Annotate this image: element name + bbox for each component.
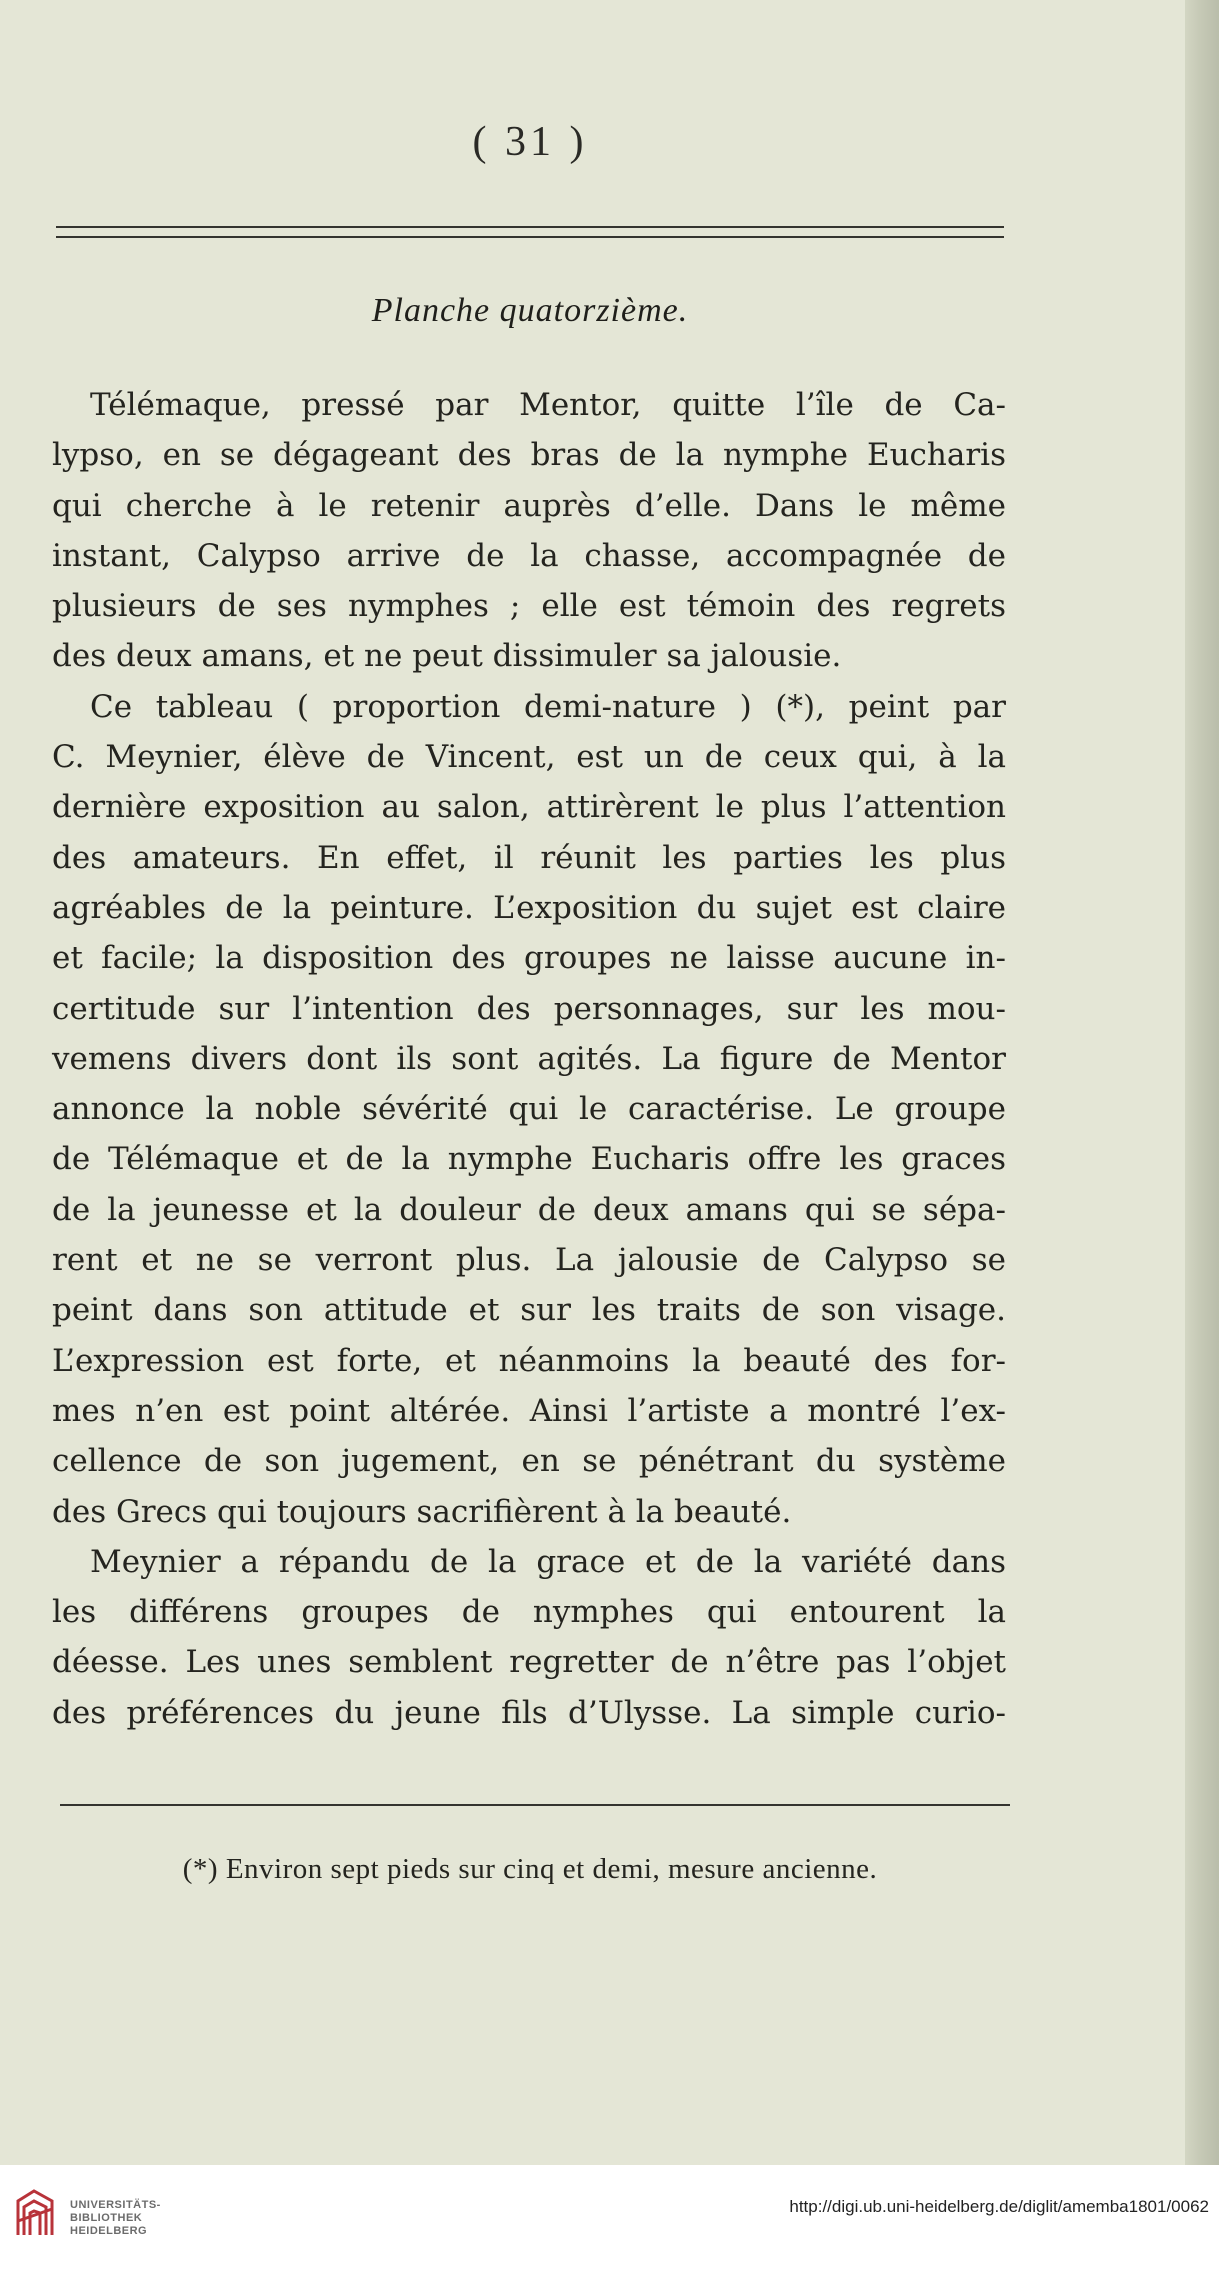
text-line: certitude sur l’intention des personnages, sur les mou- [52,990,1006,1027]
text-line: de la jeunesse et la douleur de deux amans qui se sépa- [52,1191,1006,1228]
text-line: annonce la noble sévérité qui le caractérise. Le groupe [52,1091,1006,1128]
paragraph-3 [52,1537,1006,1738]
text-line: dernière exposition au salon, attirèrent le plus l’attention [52,789,1006,826]
paragraph-1 [52,380,1006,682]
footnote: (*) Environ sept pieds sur cinq et demi, mesure ancienne. [182,1853,878,1885]
text-line: déesse. Les unes semblent regretter de n’être pas l’objet [52,1644,1006,1681]
text-line: L’expression est forte, et néanmoins la beauté des for- [52,1342,1006,1379]
institution-line: UNIVERSITÄTS- [70,2199,161,2211]
text-line: cellence de son jugement, en se pénétrant du système [52,1443,1006,1480]
text-line: qui cherche à le retenir auprès d’elle. Dans le même [52,487,1006,524]
text-line: les différens groupes de nymphes qui entourent la [52,1594,1006,1631]
text-line: Télémaque, pressé par Mentor, quitte l’île de Ca- [90,387,1006,423]
text-line: C. Meynier, élève de Vincent, est un de ceux qui, à la [52,739,1006,776]
text-line: et facile; la disposition des groupes ne laisse aucune in- [52,940,1006,977]
text-line: mes n’en est point altérée. Ainsi l’artiste a montré l’ex- [52,1392,1006,1429]
footnote-rule [60,1804,1010,1806]
institution-line: BIBLIOTHEK [70,2212,143,2224]
heidelberg-ub-logo-icon [14,2187,56,2239]
viewer-footer [0,2165,1219,2270]
text-line: rent et ne se verront plus. La jalousie de Calypso se [52,1242,1006,1279]
text-line: peint dans son attitude et sur les traits de son visage. [52,1292,1006,1329]
text-line: des amateurs. En effet, il réunit les parties les plus [52,839,1006,876]
institution-line: HEIDELBERG [70,2225,148,2237]
paragraph-2 [52,682,1006,1537]
text-line: de Télémaque et de la nymphe Eucharis offre les graces [52,1141,1006,1178]
text-line: Ce tableau ( proportion demi-nature ) (*), peint par [90,688,1006,725]
text-line: lypso, en se dégageant des bras de la nymphe Eucharis [52,437,1006,474]
page-edge [1185,0,1219,2165]
text-line: plusieurs de ses nymphes ; elle est témoin des regrets [52,588,1006,625]
text-line: instant, Calypso arrive de la chasse, accompagnée de [52,537,1006,574]
body-text [52,380,1006,1738]
permalink-url[interactable]: http://digi.ub.uni-heidelberg.de/diglit/amemba1801/0062 [789,2197,1209,2216]
text-line: Meynier a répandu de la grace et de la variété dans [90,1543,1006,1580]
text-line: vemens divers dont ils sont agités. La figure de Mentor [52,1040,1006,1077]
text-line: des préférences du jeune fils d’Ulysse. La simple curio- [52,1694,1006,1731]
text-line: des Grecs qui toujours sacrifièrent à la beauté. [52,1493,792,1530]
page-number: ( 31 ) [472,119,588,165]
header-double-rule [56,226,1004,238]
text-line: des deux amans, et ne peut dissimuler sa jalousie. [52,638,842,675]
text-line: agréables de la peinture. L’exposition du sujet est claire [52,889,1006,926]
section-title: Planche quatorzième. [371,292,689,329]
institution-name [70,2199,161,2238]
